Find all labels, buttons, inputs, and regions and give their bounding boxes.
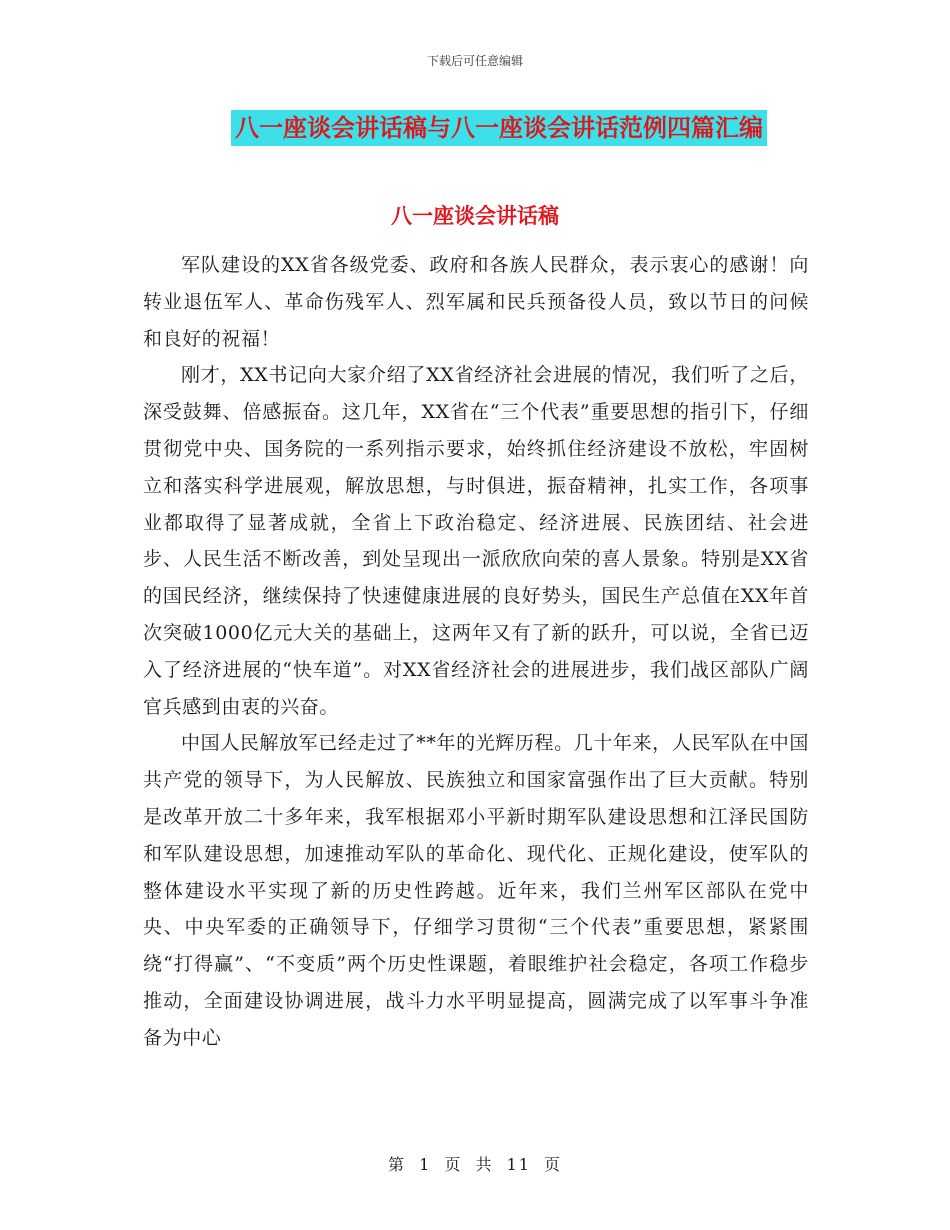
footer-current-page: 1: [419, 1155, 432, 1174]
body-text: [143, 247, 809, 1057]
footer-label-total-unit: 页: [544, 1155, 563, 1174]
header-note: 下载后可任意编辑: [426, 54, 523, 68]
document-title: 八一座谈会讲话稿与八一座谈会讲话范例四篇汇编: [231, 110, 767, 146]
footer-label-total: 共: [475, 1155, 494, 1174]
paragraph: 刚才，XX书记向大家介绍了XX省经济社会进展的情况，我们听了之后，深受鼓舞、倍感振奋。这几年，XX省在“三个代表”重要思想的指引下，仔细贯彻党中央、国务院的一系列指示要求，始终抓住经济建设不放松，牢固树立和落实科学进展观，解放思想，与时俱进，振奋精神，扎实工作，各项事业都取得了显著成就，全省上下政治稳定、经济进展、民族团结、社会进步、人民生活不断改善，到处呈现出一派欣欣向荣的喜人景象。特别是XX省的国民经济，继续保持了快速健康进展的良好势头，国民生产总值在XX年首次突破1000亿元大关的基础上，这两年又有了新的跃升，可以说，全省已迈入了经济进展的“快车道”。对XX省经济社会的进展进步，我们战区部队广阔官兵感到由衷的兴奋。: [143, 364, 809, 718]
page-footer: [0, 1152, 950, 1175]
paragraph: 中国人民解放军已经走过了**年的光辉历程。几十年来，人民军队在中国共产党的领导下，为人民解放、民族独立和国家富强作出了巨大贡献。特别是改革开放二十多年来，我军根据邓小平新时期军队建设思想和江泽民国防和军队建设思想，加速推动军队的革命化、现代化、正规化建设，使军队的整体建设水平实现了新的历史性跨越。近年来，我们兰州军区部队在党中央、中央军委的正确领导下，仔细学习贯彻“三个代表”重要思想，紧紧围绕“打得赢”、“不变质”两个历史性课题，着眼维护社会稳定，各项工作稳步推动，全面建设协调进展，战斗力水平明显提高，圆满完成了以军事斗争准备为中心: [143, 732, 809, 1049]
footer-total-pages: 11: [506, 1155, 531, 1174]
paragraph: 军队建设的XX省各级党委、政府和各族人民群众，表示衷心的感谢！向转业退伍军人、革命伤残军人、烈军属和民兵预备役人员，致以节日的问候和良好的祝福！: [143, 254, 809, 350]
footer-label-page-unit: 页: [444, 1155, 463, 1174]
section-title: 八一座谈会讲话稿: [391, 204, 559, 228]
document-title-container: [0, 110, 950, 146]
footer-label-page: 第: [387, 1155, 406, 1174]
